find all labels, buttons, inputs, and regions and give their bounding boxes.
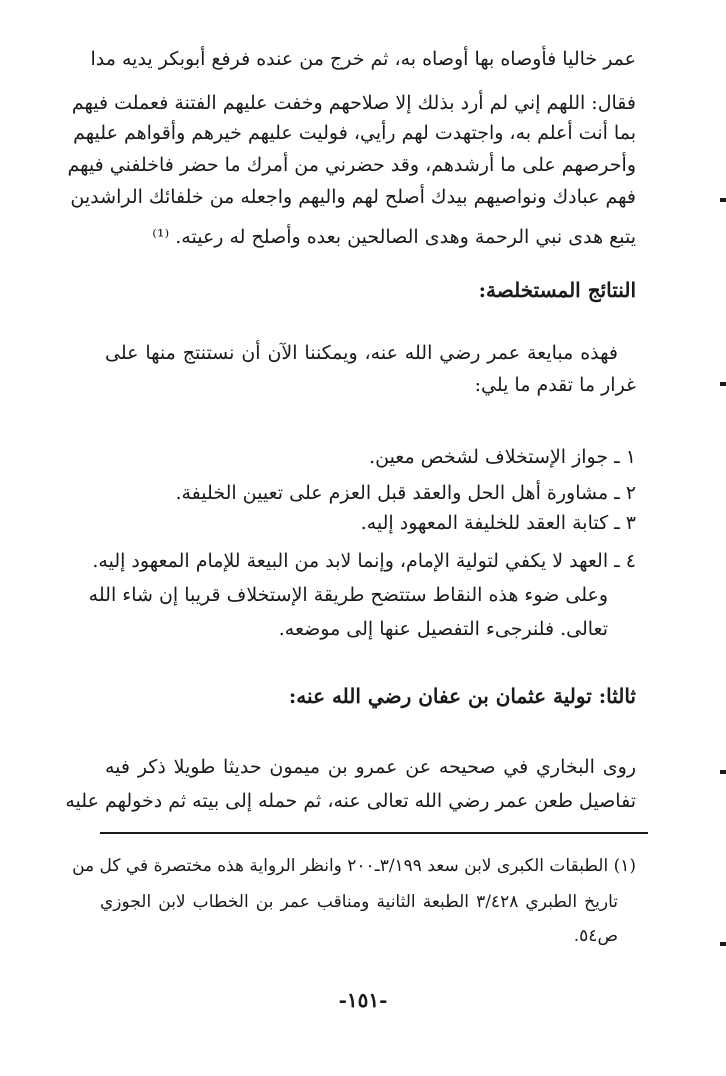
page-number: -١٥١- [338, 988, 388, 1012]
body-line: تفاصيل طعن عمر رضي الله تعالى عنه، ثم حمله إلى بيته ثم دخولهم عليه [65, 790, 636, 812]
body-line: روى البخاري في صحيحه عن عمرو بن ميمون حديثا طويلا ذكر فيه [105, 756, 636, 778]
footnote-divider [100, 832, 648, 834]
body-line: يتبع هدى نبي الرحمة وهدى الصالحين بعده وأصلح له رعيته. ⁽¹⁾ [152, 226, 636, 248]
body-line: عمر خاليا فأوصاه بها أوصاه به، ثم خرج من عنده فرفع أبوبكر يديه مدا [90, 48, 636, 70]
margin-mark [720, 770, 726, 774]
list-item: ٤ ـ العهد لا يكفي لتولية الإمام، وإنما لابد من البيعة للإمام المعهود إليه. [92, 550, 636, 572]
section-heading-results: النتائج المستخلصة: [478, 278, 636, 302]
body-line: فقال: اللهم إني لم أرد بذلك إلا صلاحهم وخفت عليهم الفتنة فعملت فيهم [71, 92, 636, 114]
list-item: ٢ ـ مشاورة أهل الحل والعقد قبل العزم على تعيين الخليفة. [175, 482, 636, 504]
footnote-line: تاريخ الطبري ٣/٤٢٨ الطبعة الثانية ومناقب عمر بن الخطاب لابن الجوزي [100, 892, 618, 912]
margin-mark [720, 942, 726, 946]
margin-mark [720, 382, 726, 386]
list-item: ٣ ـ كتابة العقد للخليفة المعهود إليه. [360, 512, 636, 534]
body-line: بما أنت أعلم به، واجتهدت لهم رأيي، فوليت عليهم خيرهم وأقواهم عليهم [73, 122, 636, 144]
followup-line: وعلى ضوء هذه النقاط ستتضح طريقة الإستخلاف قريبا إن شاء الله [88, 584, 608, 606]
intro-line: فهذه مبايعة عمر رضي الله عنه، ويمكننا الآن أن نستنتج منها على [105, 342, 618, 364]
body-line: فهم عبادك ونواصيهم بيدك أصلح لهم واليهم واجعله من خلفائك الراشدين [70, 186, 636, 208]
footnote-line: ص٥٤. [573, 926, 618, 946]
margin-mark [720, 198, 726, 202]
intro-line: غرار ما تقدم ما يلي: [474, 374, 636, 396]
section-heading-third: ثالثا: تولية عثمان بن عفان رضي الله عنه: [288, 684, 636, 708]
body-line: وأحرصهم على ما أرشدهم، وقد حضرني من أمرك ما حضر فاخلفني فيهم [67, 154, 636, 176]
footnote-line: (١) الطبقات الكبرى لابن سعد ٣/١٩٩ـ٢٠٠ وانظر الرواية هذه مختصرة في كل من [72, 856, 636, 876]
list-item: ١ ـ جواز الإستخلاف لشخص معين. [369, 446, 636, 468]
followup-line: تعالى. فلنرجىء التفصيل عنها إلى موضعه. [278, 618, 608, 640]
